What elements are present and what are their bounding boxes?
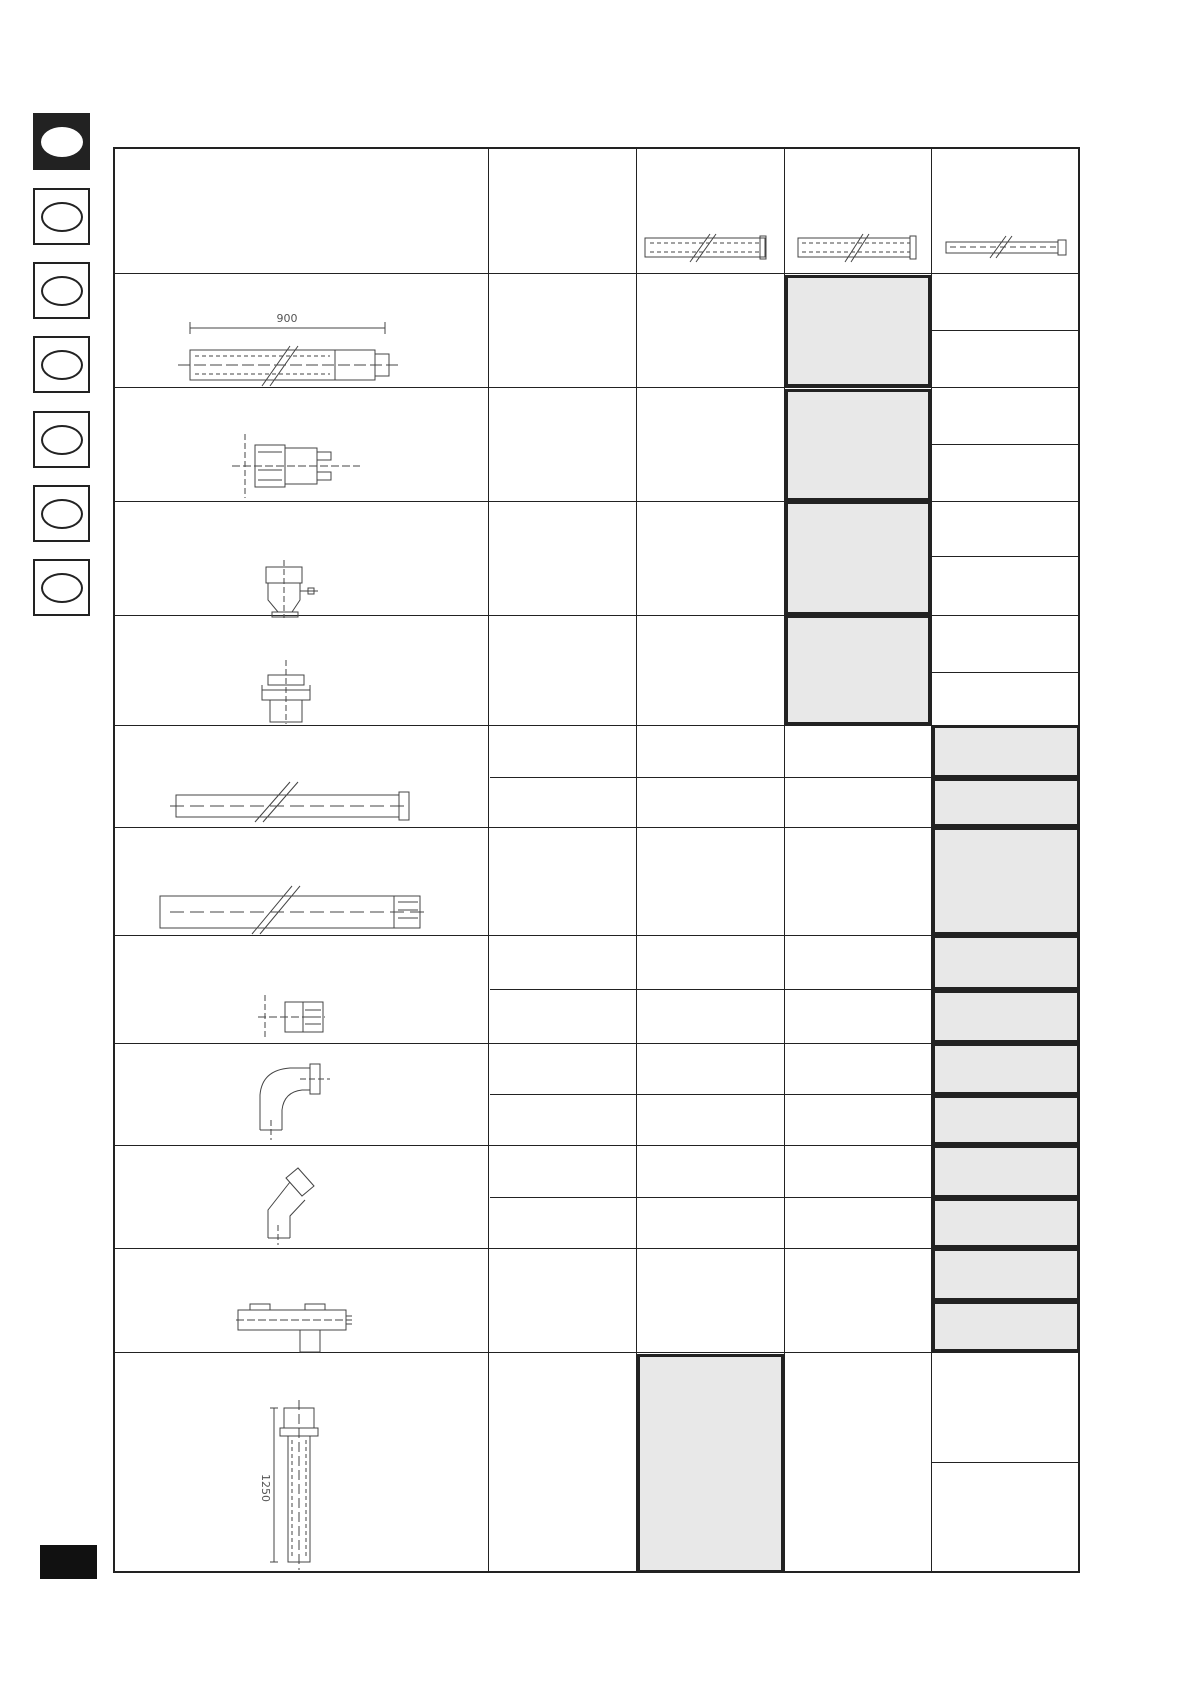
row3-adapter-drawing bbox=[266, 560, 318, 618]
row8-elbow-90-drawing bbox=[260, 1064, 330, 1140]
row2-adapter-drawing bbox=[232, 434, 360, 498]
row10-twin-adapter-drawing bbox=[236, 1304, 352, 1352]
row1-dimension-label: 900 bbox=[276, 312, 298, 325]
row5-pipe-drawing bbox=[170, 782, 410, 822]
row4-adapter-drawing bbox=[262, 660, 310, 724]
row11-roof-terminal-drawing bbox=[270, 1400, 318, 1570]
row6-pipe-drawing bbox=[160, 886, 428, 934]
row7-terminal-drawing bbox=[258, 995, 325, 1038]
header-pipe-icon-1 bbox=[645, 234, 766, 262]
row1-pipe-drawing bbox=[178, 322, 398, 386]
row9-elbow-45-drawing bbox=[268, 1168, 314, 1245]
row11-dimension-label: 1250 bbox=[259, 1474, 272, 1502]
header-pipe-icon-3 bbox=[946, 236, 1066, 258]
header-pipe-icon-2 bbox=[798, 234, 916, 262]
